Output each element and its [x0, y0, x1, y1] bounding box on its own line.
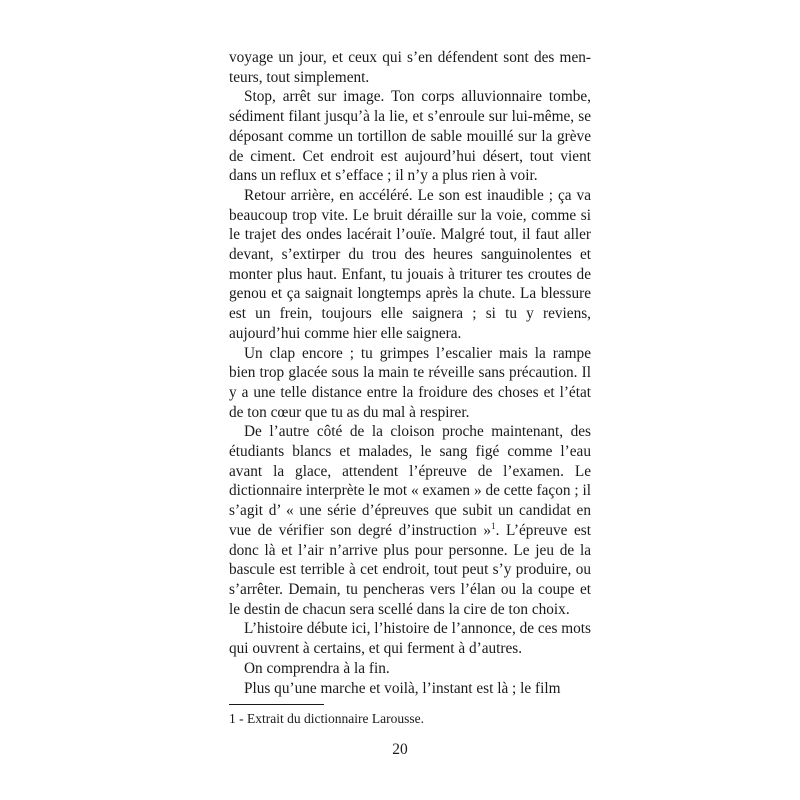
paragraph [229, 186, 591, 344]
paragraph [229, 87, 591, 186]
paragraph [229, 679, 591, 699]
paragraph-text: L’histoire débute ici, l’histoire de l’annonce, de ces mots qui ouvrent à certains, et qui ferment à d’autres. [229, 620, 591, 658]
paragraph [229, 659, 591, 679]
body-text [229, 48, 591, 698]
paragraph-text: On comprendra à la fin. [244, 659, 390, 677]
page-number: 20 [392, 741, 408, 758]
paragraph-text: Retour arrière, en accéléré. Le son est inaudible ; ça va beaucoup trop vite. Le bruit déraille sur la voie, comme si le trajet des ondes lacérait l’ouïe. Malgré tout, il faut aller devant, s’extirper du trou des heures sanguinolentes et monter plus haut. Enfant, tu jouais à triturer tes croutes de genou et ça saignait longtemps après la chute. La blessure est un frein, toujours elle saignera ; si tu y reviens, aujourd’hui comme hier elle saignera. [229, 186, 591, 342]
paragraph [229, 619, 591, 658]
paragraph-text: Un clap encore ; tu grimpes l’escalier mais la rampe bien trop glacée sous la main te réveille sans précaution. Il y a une telle distance entre la froidure des choses et l’état de ton cœur que tu as du mal à respirer. [229, 344, 591, 421]
paragraph [229, 422, 591, 619]
footnote-ref: 1 [491, 520, 496, 531]
footnote-rule [229, 704, 324, 705]
paragraph-text: De l’autre côté de la cloison proche maintenant, des étudiants blancs et malades, le sang figé comme l’eau avant la glace, attendent l’épreuve de l’examen. Le dictionnaire interprète le mot « examen » de cette façon ; il s’agit d’ « une série d’épreuves que subit un candidat en vue de vérifier son degré d’instruction » [229, 423, 591, 539]
paragraph-text: Plus qu’une marche et voilà, l’instant est là ; le film [244, 679, 561, 697]
footnote: 1 - Extrait du dictionnaire Larousse. [229, 711, 424, 726]
paragraph-text: Stop, arrêt sur image. Ton corps alluvionnaire tombe, sédiment filant jusqu’à la lie, et s’enroule sur lui-même, se déposant comme un tortillon de sable mouillé sur la grève de ciment. Cet endroit est aujourd’hui désert, tout vient dans un reflux et s’efface ; il n’y a plus rien à voir. [229, 88, 591, 185]
paragraph [229, 344, 591, 423]
paragraph-text: . L’épreuve est donc là et l’air n’arrive plus pour personne. Le jeu de la bascule est terrible à cet endroit, tout peut s’y produire, ou s’arrêter. Demain, tu pencheras vers l’élan ou la coupe et le destin de chacun sera scellé dans la cire de ton choix. [229, 521, 591, 618]
paragraph [229, 48, 591, 87]
paragraph-text: voyage un jour, et ceux qui s’en défendent sont des menteurs, tout simplement. [229, 49, 591, 86]
